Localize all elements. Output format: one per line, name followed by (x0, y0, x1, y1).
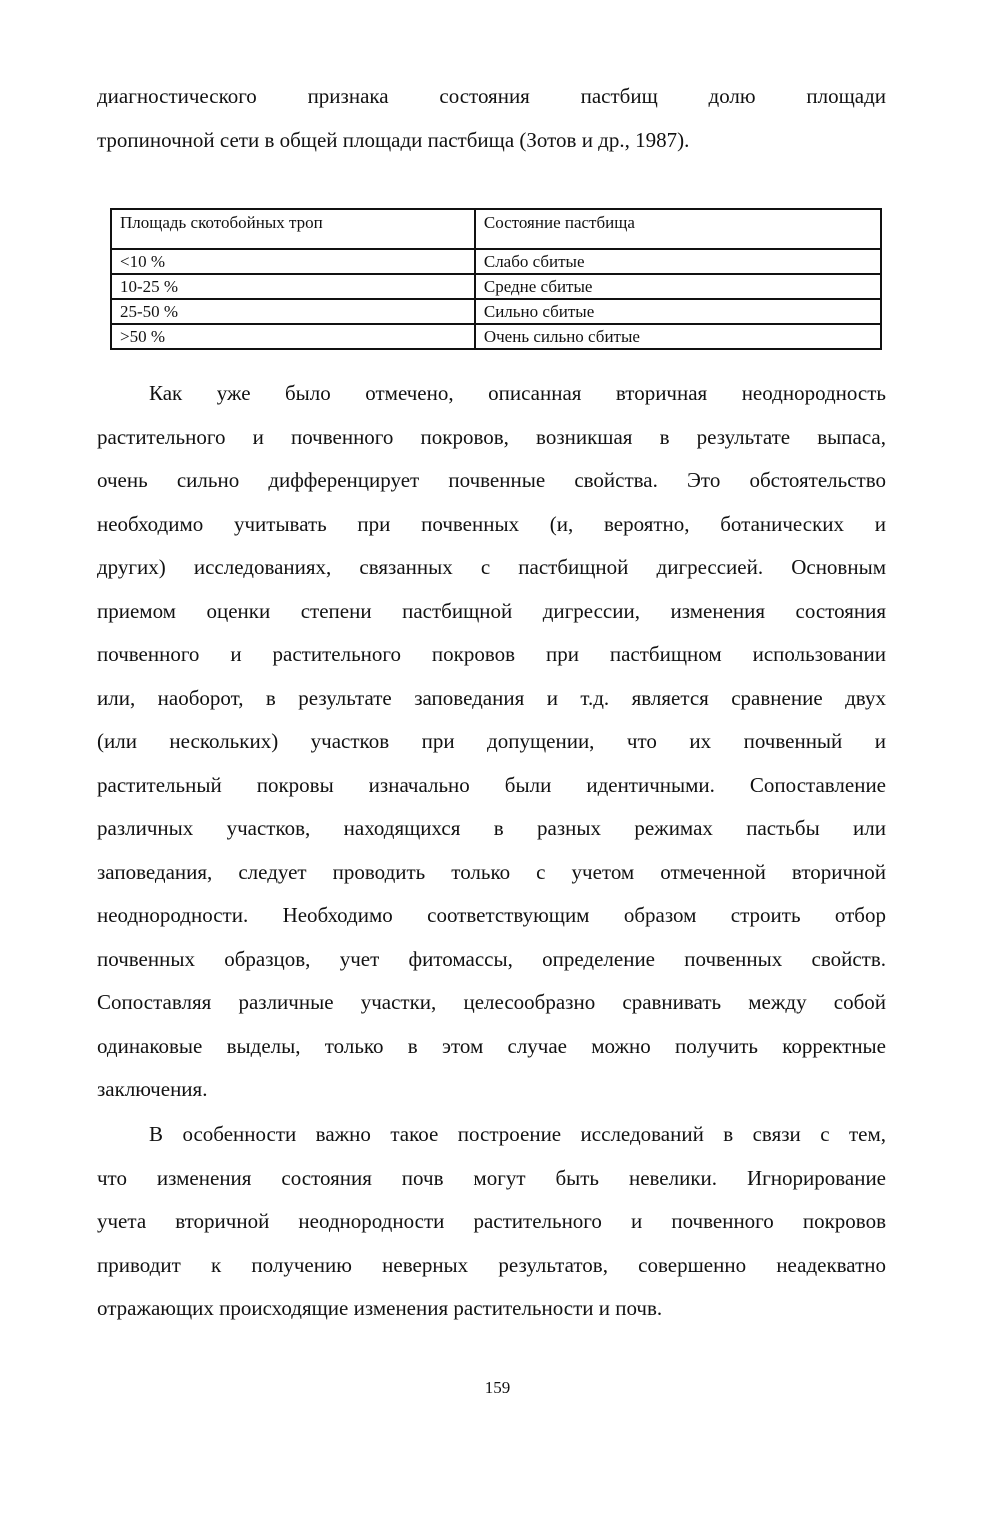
table-row (111, 274, 881, 299)
table-row (111, 249, 881, 274)
paragraph1-line: растительный покровы изначально были идентичными. Сопоставление (97, 773, 886, 797)
table-cell: >50 % (111, 324, 475, 349)
paragraph1-line: необходимо учитывать при почвенных (и, вероятно, ботанических и (97, 512, 886, 536)
paragraph1-line: (или нескольких) участков при допущении, что их почвенный и (97, 729, 886, 753)
table-row (111, 324, 881, 349)
paragraph1-line: различных участков, находящихся в разных режимах пастьбы или (97, 816, 886, 840)
paragraph2-line: что изменения состояния почв могут быть невелики. Игнорирование (97, 1166, 886, 1190)
table-cell: Очень сильно сбитые (475, 324, 881, 349)
table-cell: Слабо сбитые (475, 249, 881, 274)
paragraph2-line: учета вторичной неоднородности растительного и почвенного покровов (97, 1209, 886, 1233)
table-cell: Сильно сбитые (475, 299, 881, 324)
paragraph1-line: почвенных образцов, учет фитомассы, определение почвенных свойств. (97, 947, 886, 971)
paragraph1-line: приемом оценки степени пастбищной дигрессии, изменения состояния (97, 599, 886, 623)
paragraph1-line: Сопоставляя различные участки, целесообразно сравнивать между собой (97, 990, 886, 1014)
table-header-cell: Площадь скотобойных троп (111, 209, 475, 249)
paragraph1-line: неоднородности. Необходимо соответствующим образом строить отбор (97, 903, 886, 927)
paragraph2-line: В особенности важно такое построение исследований в связи с тем, (149, 1122, 886, 1146)
paragraph1-line: растительного и почвенного покровов, возникшая в результате выпаса, (97, 425, 886, 449)
paragraph1-line: очень сильно дифференцирует почвенные свойства. Это обстоятельство (97, 468, 886, 492)
table-row (111, 299, 881, 324)
paragraph1-line: других) исследованиях, связанных с пастбищной дигрессией. Основным (97, 555, 886, 579)
paragraph2-line: отражающих происходящие изменения растительности и почв. (97, 1296, 663, 1320)
paragraph1-line: или, наоборот, в результате заповедания и т.д. является сравнение двух (97, 686, 886, 710)
paragraph1-line: заключения. (97, 1077, 208, 1101)
page-number: 159 (484, 1378, 511, 1397)
table-cell: 10-25 % (111, 274, 475, 299)
paragraph1-line: почвенного и растительного покровов при пастбищном использовании (97, 642, 886, 666)
table-cell: Средне сбитые (475, 274, 881, 299)
table-header-cell: Состояние пастбища (475, 209, 881, 249)
table-cell: 25-50 % (111, 299, 475, 324)
intro-line: диагностического признака состояния пастбищ долю площади (97, 84, 886, 108)
table-header-row (111, 209, 881, 249)
paragraph1-line: Как уже было отмечено, описанная вторичная неоднородность (149, 381, 886, 405)
paragraph2-line: приводит к получению неверных результатов, совершенно неадекватно (97, 1253, 886, 1277)
paragraph1-line: заповедания, следует проводить только с учетом отмеченной вторичной (97, 860, 886, 884)
paragraph1-line: одинаковые выделы, только в этом случае можно получить корректные (97, 1034, 886, 1058)
intro-line: тропиночной сети в общей площади пастбища (Зотов и др., 1987). (97, 128, 690, 152)
table-cell: <10 % (111, 249, 475, 274)
pasture-state-table (110, 208, 882, 350)
